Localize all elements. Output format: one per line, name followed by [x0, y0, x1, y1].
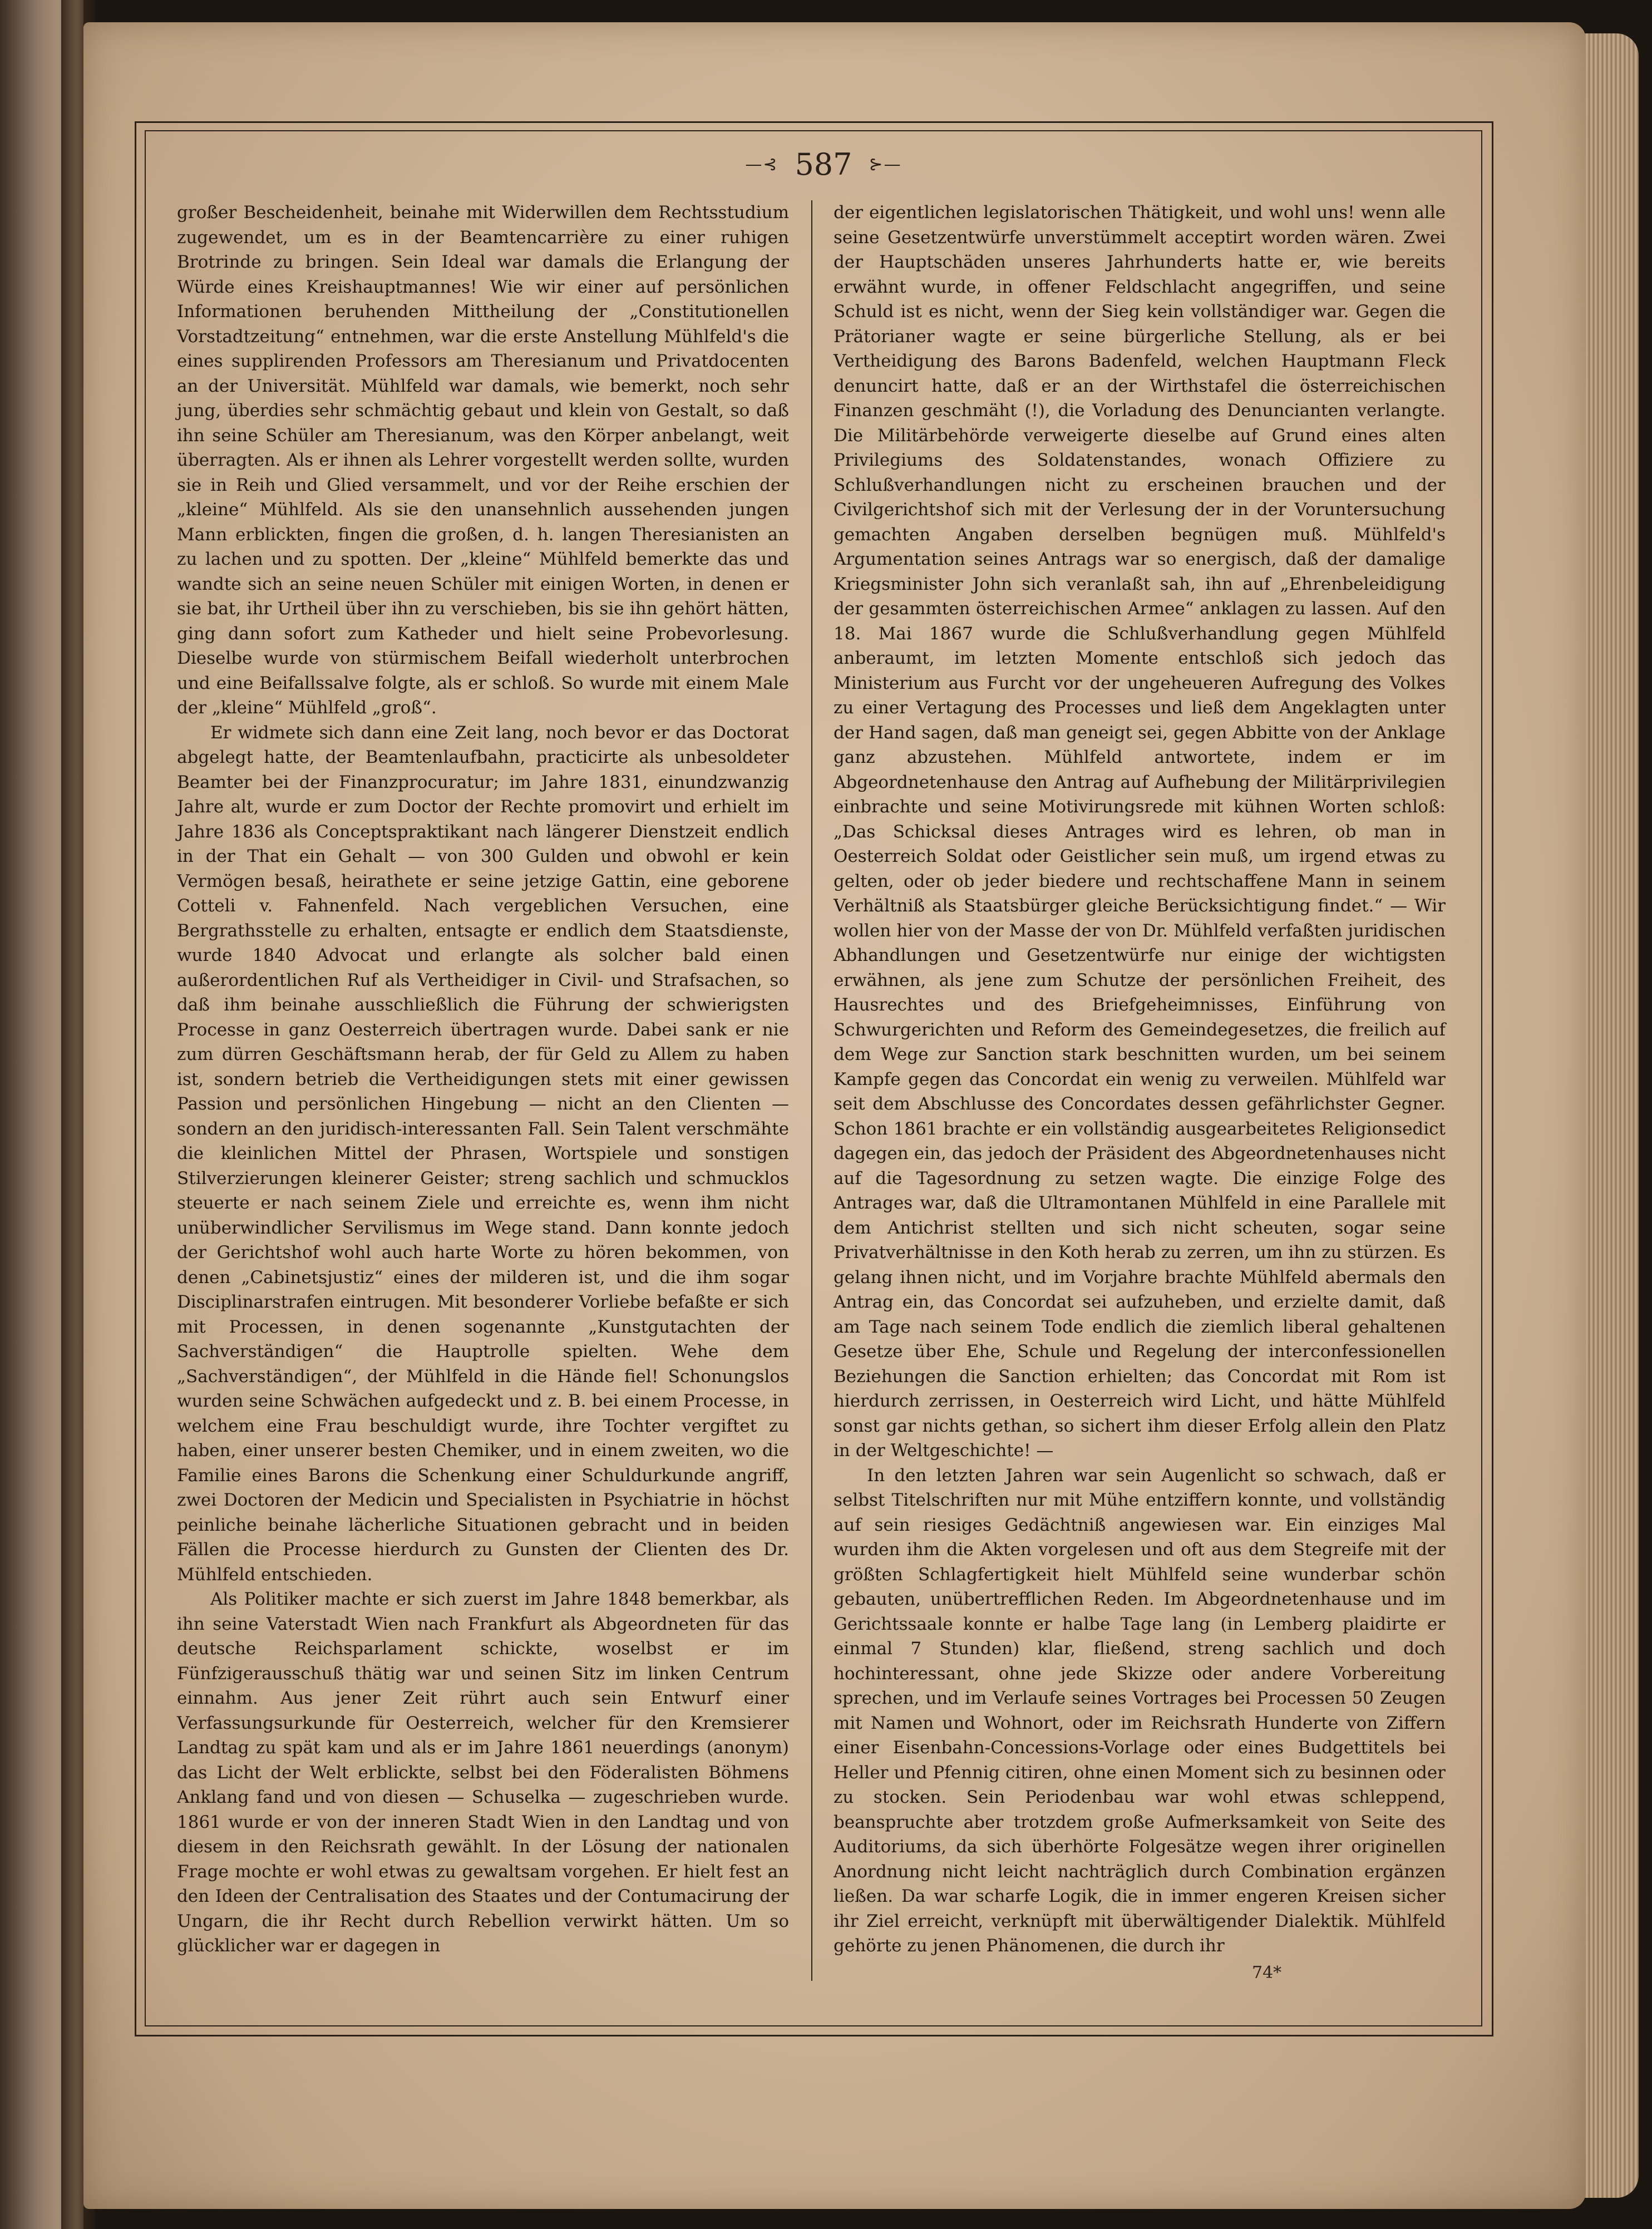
- paragraph: In den letzten Jahren war sein Augenlicht so schwach, daß er selbst Titelschriften nur mit Mühe entziffern konnte, und vollständig auf sein riesiges Gedächtniß angewiesen war. Ein einziges Mal wurden ihm die Akten vorgelesen und oft aus dem Stegreife mit der größten Schlagfertigkeit hielt Mühlfeld seine wunderbar schön gebauten, unübertrefflichen Reden. Im Abgeordnetenhause und im Gerichtssaale konnte er halbe Tage lang (in Lemberg plaidirte er einmal 7 Stunden) klar, fließend, streng sachlich und doch hochinteressant, ohne jede Skizze oder andere Vorbereitung sprechen, und im Verlaufe seines Vortrages bei Processen 50 Zeugen mit Namen und Wohnort, oder im Reichsrath Hunderte von Ziffern einer Eisenbahn-Concessions-Vorlage oder eines Budgettitels bei Heller und Pfennig citiren, ohne einen Moment sich zu besinnen oder zu stocken. Sein Periodenbau war wohl etwas schleppend, beanspruchte aber trotzdem große Aufmerksamkeit von Seite des Auditoriums, da sich überhörte Folgesätze wegen ihrer originellen Anordnung nicht leicht nachträglich durch Combination ergänzen ließen. Da war scharfe Logik, die in immer engeren Kreisen sicher ihr Ziel erreicht, verknüpft mit überwältigender Dialektik. Mühlfeld gehörte zu jenen Phänomenen, die durch ihr: [834, 1465, 1446, 1956]
- page-number: 587: [795, 146, 852, 182]
- column-divider: [811, 200, 812, 1981]
- right-column: [834, 200, 1446, 1959]
- ornament-right: ⊱—: [869, 154, 902, 174]
- paragraph: großer Bescheidenheit, beinahe mit Widerwillen dem Rechtsstudium zugewendet, um es in der Beamtencarrière zu einer ruhigen Brotrinde zu bringen. Sein Ideal war damals die Erlangung der Würde eines Kreishauptmannes! Wie wir einer auf persönlichen Informationen beruhenden Mittheilung der „Constitutionellen Vorstadtzeitung“ entnehmen, war die erste Anstellung Mühlfeld's die eines supplirenden Professors am Theresianum und Privatdocenten an der Universität. Mühlfeld war damals, wie bemerkt, noch sehr jung, überdies sehr schmächtig gebaut und klein von Gestalt, so daß ihn seine Schüler am Theresianum, was den Körper anbelangt, weit überragten. Als er ihnen als Lehrer vorgestellt werden sollte, wurden sie in Reih und Glied versammelt, und vor der Reihe erschien der „kleine“ Mühlfeld. Als sie den unansehnlich aussehenden jungen Mann erblickten, fingen die großen, d. h. langen Theresianisten an zu lachen und zu spotten. Der „kleine“ Mühlfeld bemerkte das und wandte sich an seine neuen Schüler mit einigen Worten, in denen er sie bat, ihr Urtheil über ihn zu verschieben, bis sie ihn gehört hätten, ging dann sofort zum Katheder und hielt seine Probevorlesung. Dieselbe wurde von stürmischem Beifall wiederholt unterbrochen und eine Beifallssalve folgte, als er schloß. So wurde mit einem Male der „kleine“ Mühlfeld „groß“.: [177, 203, 789, 718]
- left-column: [177, 200, 789, 1959]
- ornament-left: —⊰: [745, 154, 778, 174]
- paragraph: Als Politiker machte er sich zuerst im Jahre 1848 bemerkbar, als ihn seine Vaterstadt Wien nach Frankfurt als Abgeordneten für das deutsche Reichsparlament schickte, woselbst er im Fünfzigerausschuß thätig war und seinen Sitz im linken Centrum einnahm. Aus jener Zeit rührt auch sein Entwurf einer Verfassungsurkunde für Oesterreich, welcher für den Kremsierer Landtag zu spät kam und als er im Jahre 1861 neuerdings (anonym) das Licht der Welt erblickte, selbst bei den Föderalisten Böhmens Anklang fand und von diesen — Schuselka — zugeschrieben wurde. 1861 wurde er von der inneren Stadt Wien in den Landtag und von diesem in den Reichsrath gewählt. In der Lösung der nationalen Frage mochte er wohl etwas zu gewaltsam vorgehen. Er hielt fest an den Ideen der Centralisation des Staates und der Contumacirung der Ungarn, die ihr Recht durch Rebellion verwirkt hätten. Um so glücklicher war er dagegen in: [177, 1589, 789, 1956]
- paragraph: der eigentlichen legislatorischen Thätigkeit, und wohl uns! wenn alle seine Gesetzentwürfe unverstümmelt acceptirt worden wären. Zwei der Hauptschäden unseres Jahrhunderts hatte er, wie bereits erwähnt wurde, in offener Feldschlacht angegriffen, und seine Schuld ist es nicht, wenn der Sieg kein vollständiger war. Gegen die Prätorianer wagte er seine bürgerliche Stellung, als er bei Vertheidigung des Barons Badenfeld, welchen Hauptmann Fleck denuncirt hatte, daß er an der Wirthstafel die österreichischen Finanzen geschmäht (!), die Vorladung des Denuncianten verlangte. Die Militärbehörde verweigerte dieselbe auf Grund eines alten Privilegiums des Soldatenstandes, wonach Offiziere zu Schlußverhandlungen nicht zu erscheinen brauchen und der Civilgerichtshof sich mit der Verlesung der in der Voruntersuchung gemachten Angaben derselben begnügen muß. Mühlfeld's Argumentation seines Antrags war so energisch, daß der damalige Kriegsminister John sich veranlaßt sah, ihn auf „Ehrenbeleidigung der gesammten österreichischen Armee“ anklagen zu lassen. Auf den 18. Mai 1867 wurde die Schlußverhandlung gegen Mühlfeld anberaumt, im letzten Momente entschloß sich jedoch das Ministerium aus Furcht vor der ungeheueren Aufregung des Volkes zu einer Vertagung des Processes und ließ dem Angeklagten unter der Hand sagen, daß man geneigt sei, gegen Abbitte von der Anklage ganz abzustehen. Mühlfeld antwortete, indem er im Abgeordnetenhause den Antrag auf Aufhebung der Militärprivilegien einbrachte und seine Motivirungsrede mit kühnen Worten schloß: „Das Schicksal dieses Antrages wird es lehren, ob man in Oesterreich Soldat oder Geistlicher sein muß, um irgend etwas zu gelten, oder ob jeder biedere und rechtschaffene Mann in seinem Verhältniß als Staatsbürger gleiche Berücksichtigung findet.“ — Wir wollen hier von der Masse der von Dr. Mühlfeld verfaßten juridischen Abhandlungen und Gesetzentwürfe nur einige der wichtigsten erwähnen, als jene zum Schutze der persönlichen Freiheit, des Hausrechtes und des Briefgeheimnisses, Einführung von Schwurgerichten und Reform des Gemeindegesetzes, die freilich auf dem Wege zur Sanction stark beschnitten wurden, um bei seinem Kampfe gegen das Concordat ein wenig zu verweilen. Mühlfeld war seit dem Abschlusse des Concordates dessen gefährlichster Gegner. Schon 1861 brachte er ein vollständig ausgearbeitetes Religionsedict dagegen ein, das jedoch der Präsident des Abgeordnetenhauses nicht auf die Tagesordnung zu setzen wagte. Die einzige Folge des Antrages war, daß die Ultramontanen Mühlfeld in eine Parallele mit dem Antichrist stellten und sich nicht scheuten, sogar seine Privatverhältnisse in den Koth herab zu zerren, um ihn zu stürzen. Es gelang ihnen nicht, und im Vorjahre brachte Mühlfeld abermals den Antrag ein, das Concordat sei aufzuheben, und erzielte damit, daß am Tage nach seinem Tode endlich die ziemlich liberal gehaltenen Gesetze über Ehe, Schule und Regelung der interconfessionellen Beziehungen die Sanction erhielten; das Concordat mit Rom ist hierdurch zerrissen, in Oesterreich wird Licht, und hätte Mühlfeld sonst gar nichts gethan, so sichert ihm dieser Erfolg allein den Platz in der Weltgeschichte! —: [834, 203, 1446, 1461]
- page-fore-edge: [1577, 33, 1639, 2198]
- signature-mark: 74*: [1252, 1963, 1282, 1983]
- page-header: [612, 142, 1035, 186]
- paragraph: Er widmete sich dann eine Zeit lang, noch bevor er das Doctorat abgelegt hatte, der Beamtenlaufbahn, practicirte als unbesoldeter Beamter bei der Finanzprocuratur; im Jahre 1831, einundzwanzig Jahre alt, wurde er zum Doctor der Rechte promovirt und erhielt im Jahre 1836 als Conceptspraktikant nach längerer Dienstzeit endlich in der That ein Gehalt — von 300 Gulden und obwohl er kein Vermögen besaß, heirathete er seine jetzige Gattin, eine geborene Cotteli v. Fahnenfeld. Nach vergeblichen Versuchen, eine Bergrathsstelle zu erhalten, entsagte er endlich dem Staatsdienste, wurde 1840 Advocat und erlangte als solcher bald einen außerordentlichen Ruf als Vertheidiger in Civil- und Strafsachen, so daß ihm beinahe ausschließlich die Führung der schwierigsten Processe in ganz Oesterreich übertragen wurde. Dabei sank er nie zum dürren Geschäftsmann herab, der für Geld zu Allem zu haben ist, sondern betrieb die Vertheidigungen stets mit einer gewissen Passion und persönlichen Hingebung — nicht an den Clienten — sondern an den juridisch-interessanten Fall. Sein Talent verschmähte die kleinlichen Mittel der Phrasen, Wortspiele und sonstigen Stilverzierungen kleinerer Geister; streng sachlich und schmucklos steuerte er nach seinem Ziele und erreichte es, wenn ihm nicht unüberwindlicher Servilismus im Wege stand. Dann konnte jedoch der Gerichtshof wohl auch harte Worte zu hören bekommen, von denen „Cabinetsjustiz“ eines der milderen ist, und die ihm sogar Disciplinarstrafen eintrugen. Mit besonderer Vorliebe befaßte er sich mit Processen, in denen sogenannte „Kunstgutachten der Sachverständigen“ die Hauptrolle spielten. Wehe dem „Sachverständigen“, der Mühlfeld in die Hände fiel! Schonungslos wurden seine Schwächen aufgedeckt und z. B. bei einem Processe, in welchem eine Frau beschuldigt wurde, ihre Tochter vergiftet zu haben, einer unserer besten Chemiker, und in einem zweiten, wo die Familie eines Barons die Schenkung einer Schuldurkunde angriff, zwei Doctoren der Medicin und Specialisten in Psychiatrie in höchst peinliche beinahe lächerliche Situationen gebracht und in beiden Fällen die Processe hierdurch zu Gunsten der Clienten des Dr. Mühlfeld entschieden.: [177, 722, 789, 1585]
